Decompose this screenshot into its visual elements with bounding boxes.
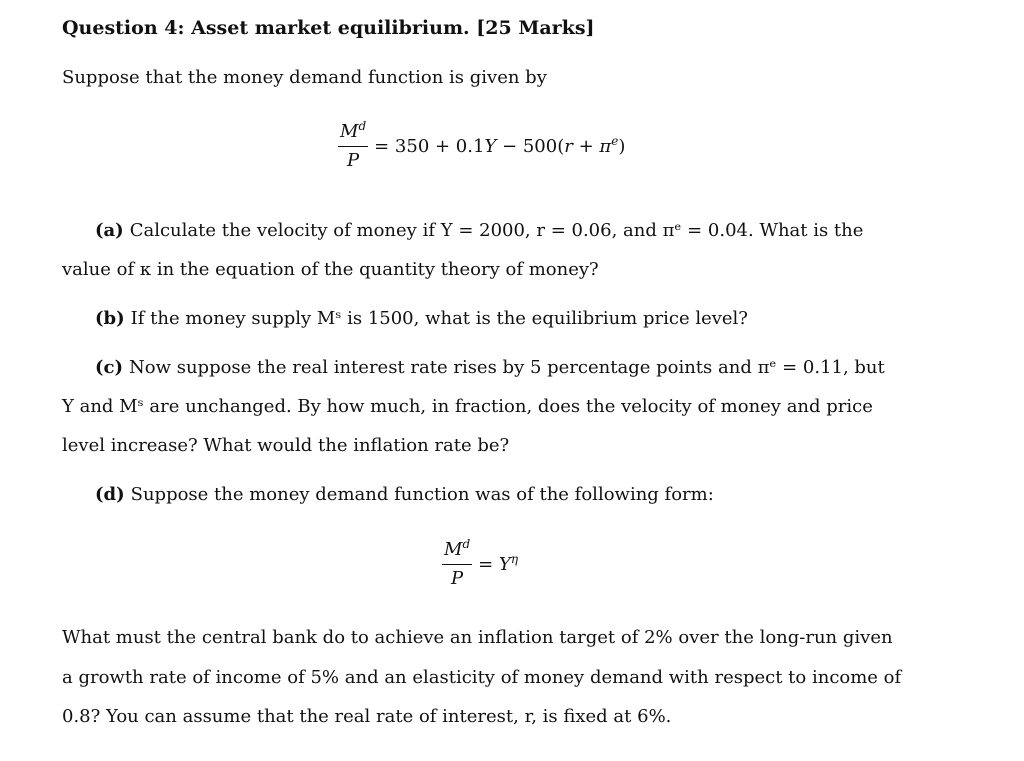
part-c-label: (c) [95,357,123,378]
eq1-numerator: $M^d$ [338,120,368,147]
part-a-line2: value of κ in the equation of the quantity theory of money? [62,259,599,280]
part-a-label: (a) [95,220,124,241]
eq2-rhs: = $Y^\eta$ [478,551,519,575]
question-marks: [25 Marks] [476,17,595,39]
part-c-text1: Now suppose the real interest rate rises by 5 percentage points and πᵉ = 0.11, but [129,357,885,378]
question-title: Question 4: Asset market equilibrium. [62,17,470,39]
eq1-fraction [338,120,368,173]
closing-line3: 0.8? You can assume that the real rate of interest, r, is fixed at 6%. [62,706,672,727]
part-b-line1 [95,307,748,331]
part-c-line2: Y and Mˢ are unchanged. By how much, in fraction, does the velocity of money and price [62,396,873,417]
eq2-numerator: $M^d$ [442,538,472,565]
eq1-rhs: = $350 + 0.1Y - 500(r + \pi^e)$ [374,133,626,157]
part-d-text1: Suppose the money demand function was of the following form: [130,484,714,505]
part-a-line1 [95,219,863,243]
elasticity-equation [442,538,518,591]
eq2-fraction [442,538,472,591]
intro-text: Suppose that the money demand function is given by [62,67,547,88]
part-d-label: (d) [95,484,125,505]
money-demand-equation [338,120,625,173]
part-d-line1 [95,483,714,507]
part-b-text1: If the money supply Mˢ is 1500, what is the equilibrium price level? [130,308,748,329]
part-c-line3: level increase? What would the inflation rate be? [62,435,510,456]
part-c-line1 [95,356,885,380]
part-b-label: (b) [95,308,125,329]
closing-line1: What must the central bank do to achieve an inflation target of 2% over the long-run given [62,627,893,648]
part-a-text1: Calculate the velocity of money if Y = 2000, r = 0.06, and πᵉ = 0.04. What is the [129,220,864,241]
question-heading [62,14,595,42]
eq1-denominator: P [347,150,360,171]
closing-line2: a growth rate of income of 5% and an elasticity of money demand with respect to income of [62,667,902,688]
eq2-denominator: P [451,568,464,589]
